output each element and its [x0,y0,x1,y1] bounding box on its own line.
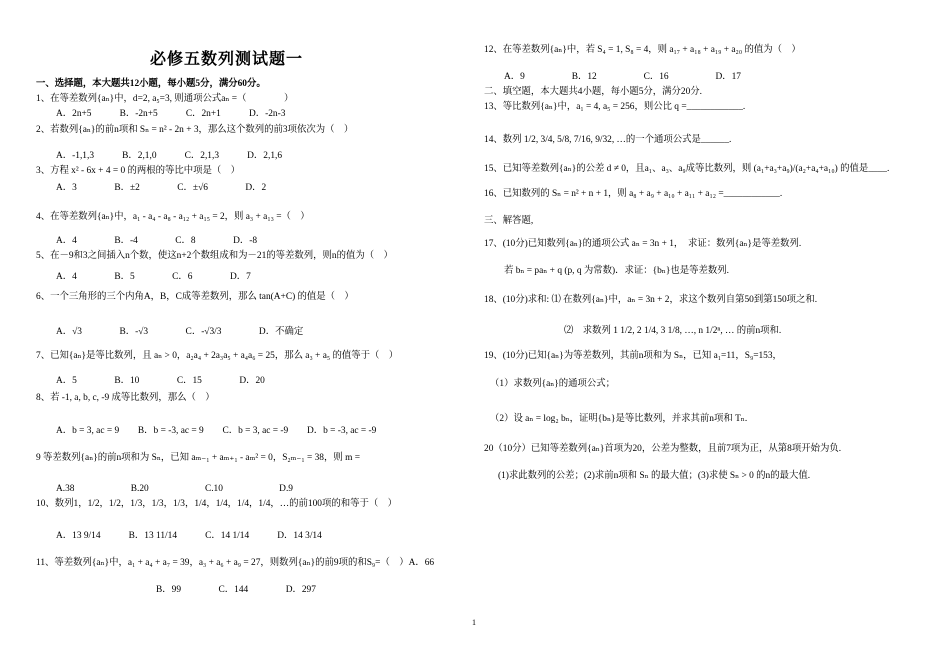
question-text: (1)求此数列的公差；(2)求前n项和 Sₙ 的最大值；(3)求使 Sₙ > 0 的n的最大值. [498,471,811,481]
question-text: 10、数列1，1/2，1/2，1/3，1/3，1/3，1/4，1/4，1/4，1/4，…的前100项的和等于（ ） [36,499,397,509]
question-text: 16、已知数列的 Sₙ = n² + n + 1，则 a₈ + a₉ + a₁₀ + a₁₁ + a₁₂ =____________. [484,189,783,199]
question-options: A．b = 3, ac = 9 B．b = -3, ac = 9 C．b = 3, ac = -9 D．b = -3, ac = -9 [56,426,377,436]
question-text: 9 等差数列{aₙ}的前n项和为 Sₙ，已知 aₘ₋₁ + aₘ₊₁ - aₘ² = 0，S₂ₘ₋₁ = 38，则 m = [36,453,361,463]
question-text: 18、(10分)求和: ⑴ 在数列{aₙ}中，aₙ = 3n + 2，求这个数列自第50到第150项之和. [484,295,818,305]
question-text: 4、在等差数列{aₙ}中，a₁ - a₄ - a₈ - a₁₂ + a₁₅ = 2，则 a₃ + a₁₃ =（ ） [36,212,310,222]
question-options: A．2n+5 B．-2n+5 C．2n+1 D．-2n-3 [56,109,286,119]
question-text: （2）设 aₙ = log₂ bₙ，证明{bₙ}是等比数列，并求其前n项和 Tₙ. [490,414,748,424]
question-options: A．4 B．5 C．6 D．7 [56,272,251,282]
section-choice-heading: 一、选择题，本大题共12小题，每小题5分，满分60分。 [36,79,266,89]
question-text: 3、方程 x² - 6x + 4 = 0 的两根的等比中项是（ ） [36,166,241,176]
question-options: A．9 B．12 C．16 D．17 [504,72,741,82]
question-text: 12、在等差数列{aₙ}中，若 S₄ = 1, S₈ = 4，则 a₁₇ + a₁₈ + a₁₉ + a₂₀ 的值为（ ） [484,45,801,55]
question-text: 2、若数列{aₙ}的前n项和 Sₙ = n² - 2n + 3，那么这个数列的前3项依次为（ ） [36,125,354,135]
question-text: 20（10分）已知等差数列{aₙ}首项为20，公差为整数，且前7项为正，从第8项开始为负. [484,444,842,454]
question-options: A．-1,1,3 B．2,1,0 C．2,1,3 D．2,1,6 [56,151,283,161]
question-text: 19、(10分)已知{aₙ}为等差数列，其前n项和为 Sₙ，已知 a₁=11，S₉=153， [484,351,782,361]
question-text: 1、在等差数列{aₙ}中，d=2, a₅=3, 则通项公式aₙ =（ ） [36,94,294,104]
question-text: 若 bₙ = paₙ + q (p, q 为常数)．求证：{bₙ}也是等差数列. [504,266,729,276]
question-text: 11、等差数列{aₙ}中，a₁ + a₄ + a₇ = 39，a₃ + a₆ + a₉ = 27，则数列{aₙ}的前9项的和S₉=（ ）A．66 [36,558,435,568]
question-options: A.38 B.20 C.10 D.9 [56,484,293,494]
page-number: 1 [472,618,476,627]
question-options: A．13 9/14 B．13 11/14 C．14 1/14 D．14 3/14 [56,531,322,541]
question-options: A．5 B．10 C．15 D．20 [56,376,265,386]
question-options: A．3 B．±2 C．±√6 D．2 [56,183,267,193]
question-text: 6、一个三角形的三个内角A，B，C成等差数列，那么 tan(A+C) 的值是（ ） [36,292,354,302]
question-options: A．√3 B．-√3 C．-√3/3 D．不确定 [56,327,304,337]
question-text: 5、在－9和3之间插入n个数，使这n+2个数组成和为－21的等差数列，则n的值为（ ） [36,251,393,261]
question-text: 7、已知{aₙ}是等比数列，且 aₙ > 0，a₂a₄ + 2a₃a₅ + a₄a₆ = 25，那么 a₃ + a₅ 的值等于（ ） [36,351,399,361]
question-text: 14、数列 1/2, 3/4, 5/8, 7/16, 9/32, …的一个通项公式是______. [484,135,732,145]
question-text: 三、解答题, [484,216,534,226]
question-text: ⑵ 求数列 1 1/2, 2 1/4, 3 1/8, …, n 1/2ⁿ, … 的前n项和. [564,326,782,336]
question-options: B．99 C．144 D．297 [156,585,316,595]
page-title: 必修五数列测试题一 [150,49,304,68]
question-text: 17、(10分)已知数列{aₙ}的通项公式 aₙ = 3n + 1， 求证：数列{aₙ}是等差数列. [484,239,802,249]
question-text: （1）求数列{aₙ}的通项公式； [490,379,616,389]
question-text: 8、若 -1, a, b, c, -9 成等比数列，那么（ ） [36,393,215,403]
question-options: A．4 B．-4 C．8 D．-8 [56,236,258,246]
question-text: 二、填空题，本大题共4小题，每小题5分，满分20分. [484,87,702,97]
question-text: 15、已知等差数列{aₙ}的公差 d ≠ 0，且a₁、a₃、a₉成等比数列，则 (a₁+a₃+a₉)/(a₂+a₄+a₁₀) 的值是____. [484,164,890,174]
question-text: 13、等比数列{aₙ}中，a₁ = 4, a₅ = 256，则公比 q =____________. [484,102,746,112]
